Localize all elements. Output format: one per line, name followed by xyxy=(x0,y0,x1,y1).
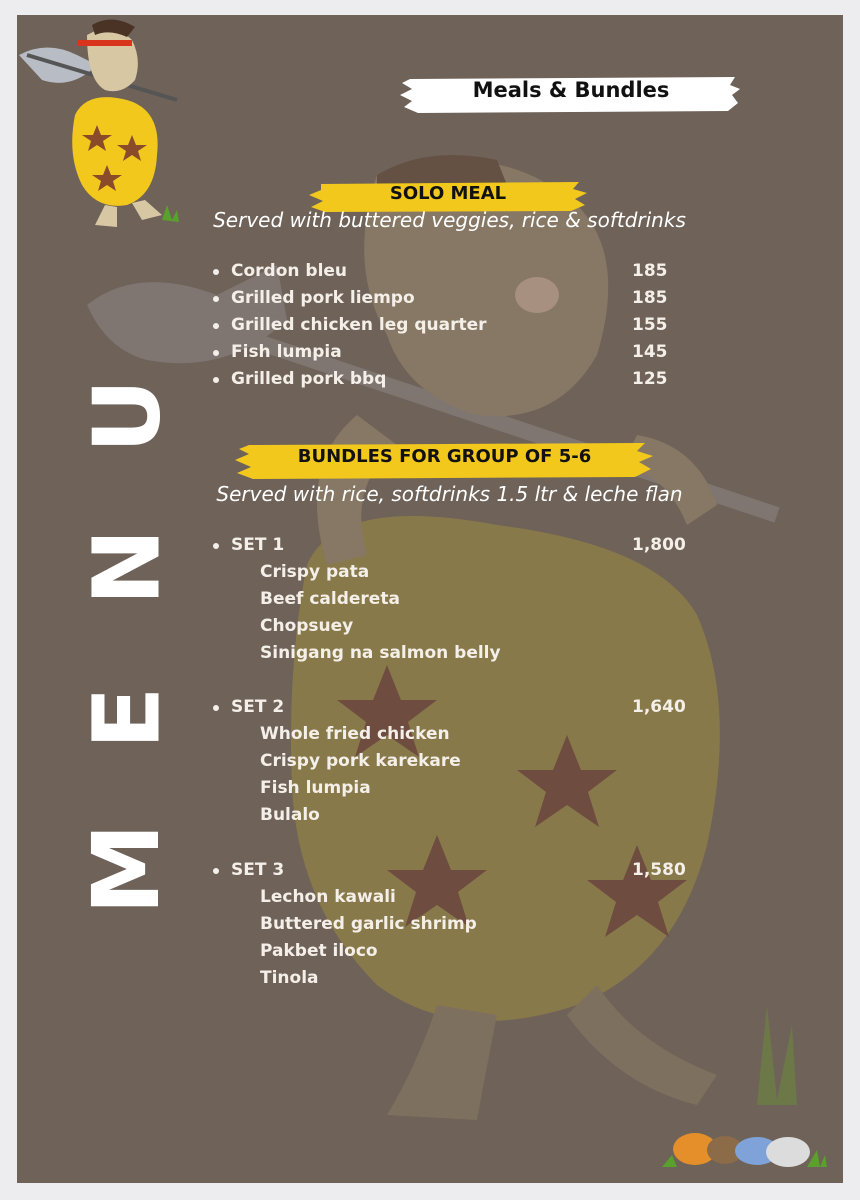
item-name: Grilled chicken leg quarter xyxy=(231,315,487,335)
item-price: 145 xyxy=(632,342,668,362)
menu-vertical-title xyxy=(72,370,180,915)
solo-meal-list xyxy=(207,258,697,393)
bundles-section-subtitle: Served with rice, softdrinks 1.5 ltr & leche flan xyxy=(216,482,683,506)
item-name: Grilled pork liempo xyxy=(231,288,415,308)
rocks-icon xyxy=(662,1125,827,1170)
caveman-mascot-icon xyxy=(17,15,187,235)
bundles-section-title: BUNDLES FOR GROUP OF 5-6 xyxy=(297,446,592,467)
menu-letter: M xyxy=(73,823,180,915)
solo-section-title: SOLO MEAL xyxy=(389,183,507,204)
set-name: SET 3 xyxy=(231,860,285,880)
set-item: Chopsuey xyxy=(260,616,354,636)
list-item xyxy=(207,339,697,366)
set-item: Pakbet iloco xyxy=(260,941,378,961)
bullet-icon xyxy=(213,269,219,275)
set-item: Beef caldereta xyxy=(260,589,400,609)
set-item: Buttered garlic shrimp xyxy=(260,914,477,934)
set-item: Fish lumpia xyxy=(260,778,371,798)
set-item: Whole fried chicken xyxy=(260,724,450,744)
set-price: 1,640 xyxy=(632,697,686,717)
set-item: Crispy pork karekare xyxy=(260,751,461,771)
page-title: Meals & Bundles xyxy=(472,78,670,102)
menu-letter: N xyxy=(73,528,180,606)
set-header xyxy=(207,694,697,721)
menu-letter: U xyxy=(73,378,180,454)
bundle-set xyxy=(207,532,697,667)
solo-section-subtitle: Served with buttered veggies, rice & softdrinks xyxy=(213,208,686,232)
set-price: 1,800 xyxy=(632,535,686,555)
list-item xyxy=(207,366,697,393)
item-price: 185 xyxy=(632,288,668,308)
menu-page xyxy=(17,15,843,1183)
set-item: Tinola xyxy=(260,968,319,988)
bundle-set xyxy=(207,857,697,992)
bundle-set xyxy=(207,694,697,829)
set-item: Bulalo xyxy=(260,805,320,825)
list-item xyxy=(207,258,697,285)
item-price: 125 xyxy=(632,369,668,389)
bullet-icon xyxy=(213,868,219,874)
bullet-icon xyxy=(213,296,219,302)
set-header xyxy=(207,532,697,559)
set-name: SET 1 xyxy=(231,535,285,555)
bullet-icon xyxy=(213,350,219,356)
item-price: 185 xyxy=(632,261,668,281)
set-name: SET 2 xyxy=(231,697,285,717)
set-item: Sinigang na salmon belly xyxy=(260,643,501,663)
set-item: Lechon kawali xyxy=(260,887,396,907)
set-header xyxy=(207,857,697,884)
item-name: Fish lumpia xyxy=(231,342,342,362)
set-item: Crispy pata xyxy=(260,562,370,582)
list-item xyxy=(207,312,697,339)
item-name: Cordon bleu xyxy=(231,261,348,281)
item-name: Grilled pork bbq xyxy=(231,369,387,389)
item-price: 155 xyxy=(632,315,668,335)
bullet-icon xyxy=(213,323,219,329)
menu-letter: E xyxy=(72,686,180,750)
bullet-icon xyxy=(213,705,219,711)
bullet-icon xyxy=(213,543,219,549)
bullet-icon xyxy=(213,377,219,383)
list-item xyxy=(207,285,697,312)
set-price: 1,580 xyxy=(632,860,686,880)
